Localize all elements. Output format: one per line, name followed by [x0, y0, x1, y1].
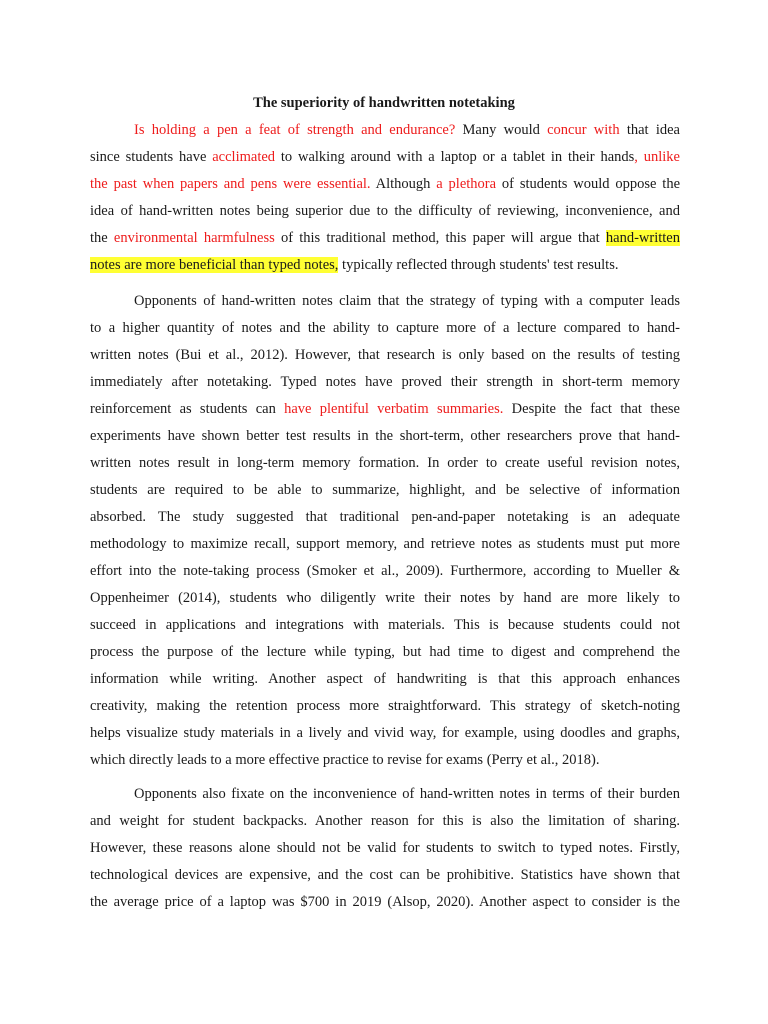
text-line [90, 612, 680, 639]
text-line [90, 835, 680, 862]
red-text-run: acclimated [212, 149, 276, 165]
text-run: immediately after notetaking. Typed notes have proved their strength in short-term memory [90, 374, 680, 390]
text-run: Although [370, 176, 437, 192]
red-text-run: concur with [547, 122, 620, 138]
text-run: students are required to be able to summarize, highlight, and be selective of information [90, 482, 680, 498]
text-line [90, 585, 680, 612]
highlighted-text-run: hand-written [605, 230, 680, 246]
red-text-run: Is holding a pen a feat of strength and endurance? [134, 122, 456, 138]
text-line [90, 225, 680, 252]
text-run: idea of hand-written notes being superior due to the difficulty of reviewing, inconvenience, and [90, 203, 680, 219]
text-run: Opponents also fixate on the inconvenience of hand-written notes in terms of their burden [134, 786, 680, 802]
text-line [90, 531, 680, 558]
text-line [90, 862, 680, 889]
text-run: Oppenheimer (2014), students who diligently write their notes by hand are more likely to [90, 590, 680, 606]
text-line [90, 693, 680, 720]
red-text-run: the past when papers and pens were essential. [90, 176, 371, 192]
text-run: which directly leads to a more effective practice to revise for exams (Perry et al., 2018). [90, 752, 600, 768]
text-line [90, 117, 680, 144]
text-line [90, 558, 680, 585]
text-run: that idea [619, 122, 680, 138]
text-run: typically reflected through students' test results. [338, 257, 619, 273]
text-run: the average price of a laptop was $700 in 2019 (Alsop, 2020). Another aspect to consider is the [90, 894, 680, 910]
red-text-run: environmental harmfulness [113, 230, 275, 246]
text-line [90, 639, 680, 666]
highlighted-text-run: notes are more beneficial than typed notes, [90, 257, 339, 273]
text-run: technological devices are expensive, and the cost can be prohibitive. Statistics have shown that [90, 867, 680, 883]
text-line [90, 171, 680, 198]
text-run: of students would oppose the [496, 176, 681, 192]
text-line [90, 889, 680, 916]
text-run: and weight for student backpacks. Another reason for this is also the limitation of sharing. [90, 813, 680, 829]
text-run: information while writing. Another aspect of handwriting is that this approach enhances [90, 671, 680, 687]
text-line [90, 423, 680, 450]
text-line [90, 808, 680, 835]
text-run: Many would [455, 122, 548, 138]
text-line [90, 504, 680, 531]
text-line [90, 477, 680, 504]
text-line [90, 666, 680, 693]
red-text-run: , unlike [634, 149, 680, 165]
text-line [90, 369, 680, 396]
text-run: absorbed. The study suggested that traditional pen-and-paper notetaking is an adequate [90, 509, 680, 525]
text-run: written notes result in long-term memory formation. In order to create useful revision notes, [90, 455, 680, 471]
text-run: to a higher quantity of notes and the ability to capture more of a lecture compared to hand- [90, 320, 680, 336]
text-run: methodology to maximize recall, support memory, and retrieve notes as students must put more [90, 536, 680, 552]
paragraph-2 [90, 288, 680, 774]
text-line [90, 781, 680, 808]
paragraph-3 [90, 781, 680, 916]
text-run: experiments have shown better test results in the short-term, other researchers prove that hand- [90, 428, 680, 444]
text-run: since students have [90, 149, 213, 165]
text-line [90, 252, 680, 279]
text-run: reinforcement as students can [90, 401, 285, 417]
text-run: effort into the note-taking process (Smoker et al., 2009). Furthermore, according to Mueller & [90, 563, 680, 579]
text-line [90, 342, 680, 369]
text-run: process the purpose of the lecture while typing, but had time to digest and comprehend the [90, 644, 680, 660]
text-run: Despite the fact that these [503, 401, 680, 417]
text-line [90, 720, 680, 747]
text-line [90, 288, 680, 315]
text-run: to walking around with a laptop or a tablet in their hands [275, 149, 635, 165]
text-run: creativity, making the retention process more straightforward. This strategy of sketch-noting [90, 698, 680, 714]
text-run: Opponents of hand-written notes claim that the strategy of typing with a computer leads [134, 293, 680, 309]
text-run: of this traditional method, this paper will argue that [274, 230, 606, 246]
text-run: helps visualize study materials in a lively and vivid way, for example, using doodles and graphs, [90, 725, 680, 741]
text-line [90, 396, 680, 423]
text-line [90, 315, 680, 342]
text-run: the [90, 230, 114, 246]
red-text-run: have plentiful verbatim summaries. [284, 401, 504, 417]
text-line [90, 450, 680, 477]
paragraph-1 [90, 117, 680, 279]
text-line [90, 198, 680, 225]
text-run: However, these reasons alone should not be valid for students to switch to typed notes. Firstly, [90, 840, 680, 856]
text-line [90, 144, 680, 171]
text-run: written notes (Bui et al., 2012). However, that research is only based on the results of testing [90, 347, 680, 363]
text-run: succeed in applications and integrations with materials. This is because students could not [90, 617, 680, 633]
document-title: The superiority of handwritten notetaking [253, 95, 515, 111]
red-text-run: a plethora [436, 176, 497, 192]
text-line [90, 747, 680, 774]
